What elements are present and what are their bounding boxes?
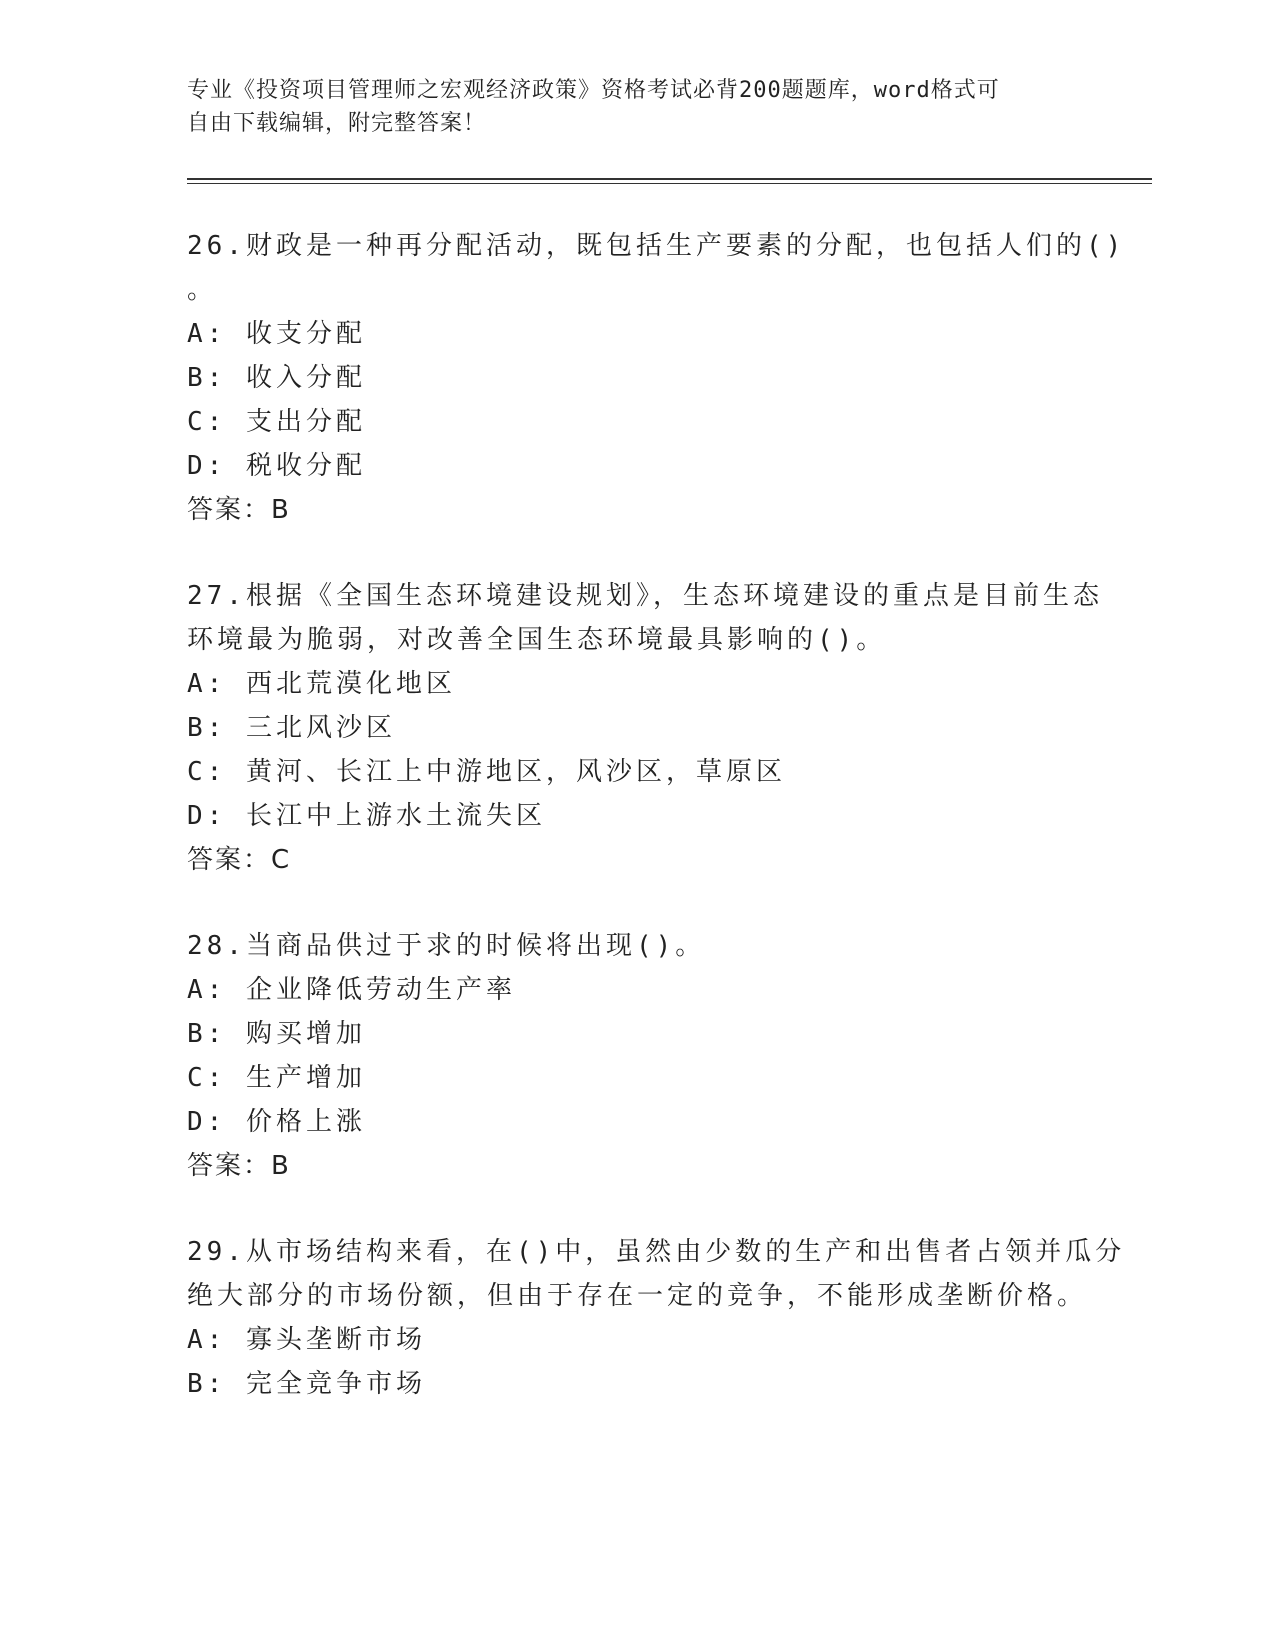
option-a: A: 寡头垄断市场 [187,1325,426,1355]
question-stem: 环境最为脆弱，对改善全国生态环境最具影响的()。 [187,625,887,655]
option-d: D: 长江中上游水土流失区 [187,801,546,831]
header-line-1: 专业《投资项目管理师之宏观经济政策》资格考试必背200题题库，word格式可 [187,78,1000,103]
header-divider-thick [187,178,1152,180]
question-stem: 绝大部分的市场份额，但由于存在一定的竞争，不能形成垄断价格。 [187,1281,1088,1311]
header-divider-thin [187,183,1152,184]
answer: 答案：C [187,845,292,875]
question-stem: 29.从市场结构来看，在()中，虽然由少数的生产和出售者占领并瓜分 [187,1237,1126,1267]
option-c: C: 支出分配 [187,407,366,437]
option-b: B: 三北风沙区 [187,713,396,743]
option-b: B: 收入分配 [187,363,366,393]
option-d: D: 价格上涨 [187,1107,366,1137]
option-a: A: 收支分配 [187,319,366,349]
question-stem: 26.财政是一种再分配活动，既包括生产要素的分配，也包括人们的() [187,231,1126,261]
option-a: A: 企业降低劳动生产率 [187,975,516,1005]
option-c: C: 生产增加 [187,1063,366,1093]
answer: 答案：B [187,495,291,525]
question-stem: 28.当商品供过于求的时候将出现()。 [187,931,706,961]
option-c: C: 黄河、长江上中游地区，风沙区，草原区 [187,757,786,787]
document-header [187,74,1087,140]
option-b: B: 购买增加 [187,1019,366,1049]
option-d: D: 税收分配 [187,451,366,481]
question-stem: 。 [187,275,218,305]
question-stem: 27.根据《全国生态环境建设规划》，生态环境建设的重点是目前生态 [187,581,1103,611]
answer: 答案：B [187,1151,291,1181]
option-a: A: 西北荒漠化地区 [187,669,456,699]
option-b: B: 完全竞争市场 [187,1369,426,1399]
header-line-2: 自由下载编辑，附完整答案！ [187,111,487,136]
